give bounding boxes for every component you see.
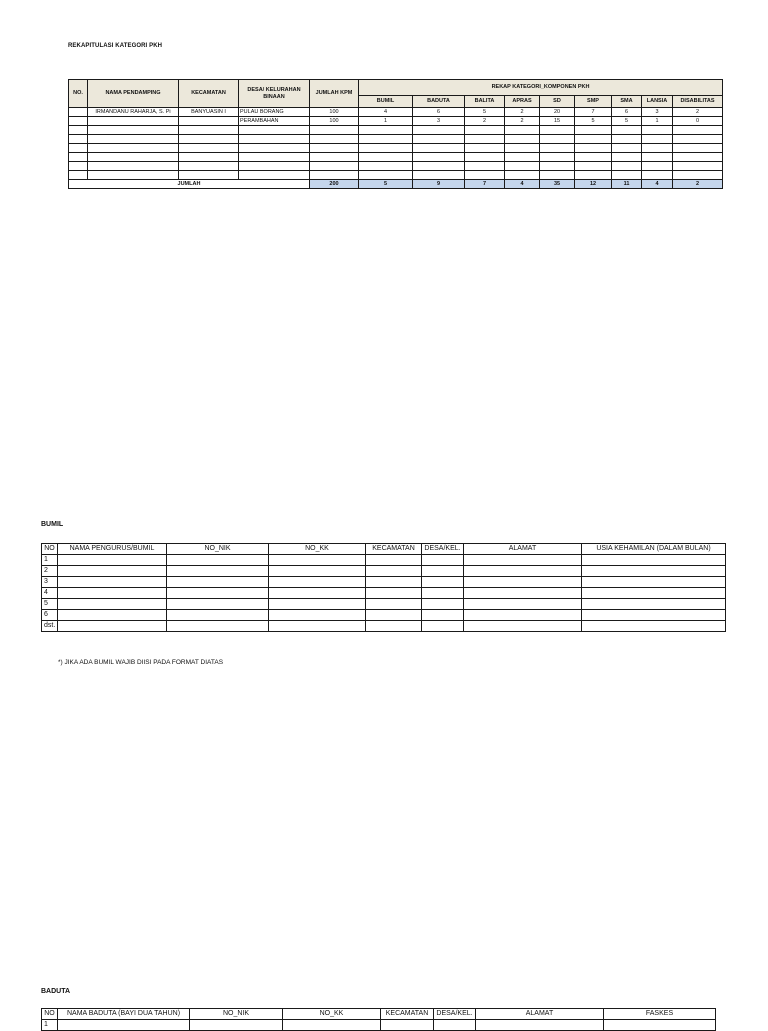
table-cell xyxy=(310,153,359,162)
table-cell xyxy=(58,621,167,632)
table-cell xyxy=(167,599,269,610)
bumil-col-header: NAMA PENGURUS/BUMIL xyxy=(58,544,167,555)
table-cell xyxy=(413,162,465,171)
table-cell xyxy=(88,126,179,135)
bumil-col-header: KECAMATAN xyxy=(366,544,422,555)
table-cell xyxy=(540,126,575,135)
table-cell xyxy=(505,153,540,162)
table-cell xyxy=(505,135,540,144)
total-cell: 4 xyxy=(642,180,673,189)
table-cell: 100 xyxy=(310,117,359,126)
table-cell xyxy=(359,126,413,135)
table-cell xyxy=(612,126,642,135)
table-row xyxy=(69,144,723,153)
table-cell xyxy=(179,162,239,171)
table-row xyxy=(42,1020,716,1031)
table-cell xyxy=(69,117,88,126)
table-cell xyxy=(366,577,422,588)
table-row xyxy=(69,117,723,126)
total-cell: 9 xyxy=(413,180,465,189)
table-row xyxy=(42,588,726,599)
table-cell xyxy=(190,1020,283,1031)
table-cell xyxy=(88,162,179,171)
table-cell: 20 xyxy=(540,108,575,117)
col-header-nama: NAMA PENDAMPING xyxy=(88,80,179,108)
table-cell xyxy=(540,162,575,171)
table-cell xyxy=(422,588,464,599)
col-header-balita: BALITA xyxy=(465,96,505,108)
col-header-smp: SMP xyxy=(575,96,612,108)
table-cell: 5 xyxy=(575,117,612,126)
table-cell: 0 xyxy=(673,117,723,126)
table-cell xyxy=(239,126,310,135)
table-cell xyxy=(269,599,366,610)
table-cell xyxy=(413,153,465,162)
baduta-table xyxy=(41,1008,716,1031)
table-cell xyxy=(359,171,413,180)
table-cell xyxy=(422,599,464,610)
table-cell xyxy=(69,135,88,144)
table-cell: 1 xyxy=(642,117,673,126)
bumil-col-header: ALAMAT xyxy=(464,544,582,555)
table-cell xyxy=(366,599,422,610)
table-row xyxy=(42,621,726,632)
table-cell xyxy=(642,153,673,162)
table-cell xyxy=(239,162,310,171)
total-cell: 11 xyxy=(612,180,642,189)
table-cell xyxy=(582,610,726,621)
col-header-apras: APRAS xyxy=(505,96,540,108)
table-cell xyxy=(310,126,359,135)
table-cell xyxy=(366,566,422,577)
table-cell xyxy=(673,153,723,162)
table-cell xyxy=(464,577,582,588)
table-cell xyxy=(88,171,179,180)
table-cell xyxy=(58,610,167,621)
table-cell xyxy=(359,135,413,144)
table-cell xyxy=(422,610,464,621)
total-cell: 35 xyxy=(540,180,575,189)
table-cell xyxy=(167,555,269,566)
table-cell xyxy=(88,153,179,162)
table-row xyxy=(69,153,723,162)
table-cell xyxy=(642,144,673,153)
table-cell xyxy=(167,588,269,599)
table-cell xyxy=(642,171,673,180)
table-cell xyxy=(575,135,612,144)
table-cell xyxy=(604,1020,716,1031)
table-cell xyxy=(58,555,167,566)
table-cell xyxy=(673,144,723,153)
bumil-col-header: NO_NIK xyxy=(167,544,269,555)
bumil-label: BUMIL xyxy=(41,521,64,528)
table-row xyxy=(42,566,726,577)
table-cell xyxy=(505,171,540,180)
bumil-col-header: USIA KEHAMILAN (DALAM BULAN) xyxy=(582,544,726,555)
table-cell xyxy=(582,599,726,610)
table-cell xyxy=(310,171,359,180)
table-cell xyxy=(239,135,310,144)
col-header-sd: SD xyxy=(540,96,575,108)
table-cell xyxy=(413,126,465,135)
table-cell xyxy=(673,162,723,171)
bumil-col-header: DESA/KEL. xyxy=(422,544,464,555)
table-cell: 5 xyxy=(612,117,642,126)
table-cell xyxy=(239,153,310,162)
row-number: 3 xyxy=(42,577,58,588)
table-cell xyxy=(179,144,239,153)
table-row xyxy=(69,162,723,171)
baduta-col-header: FASKES xyxy=(604,1009,716,1020)
table-cell xyxy=(575,162,612,171)
col-header-lansia: LANSIA xyxy=(642,96,673,108)
table-cell xyxy=(582,621,726,632)
table-cell xyxy=(464,599,582,610)
table-cell xyxy=(413,171,465,180)
rekap-title: REKAPITULASI KATEGORI PKH xyxy=(68,43,163,49)
row-number: dst. xyxy=(42,621,58,632)
table-cell: IRMANDANU RAHARJA, S. Pi xyxy=(88,108,179,117)
table-cell xyxy=(422,621,464,632)
table-cell xyxy=(359,162,413,171)
table-cell xyxy=(269,566,366,577)
table-cell xyxy=(88,117,179,126)
baduta-label: BADUTA xyxy=(41,988,71,995)
row-number: 5 xyxy=(42,599,58,610)
table-cell: 6 xyxy=(413,108,465,117)
table-cell xyxy=(612,135,642,144)
row-number: 1 xyxy=(42,555,58,566)
table-cell xyxy=(366,621,422,632)
table-cell xyxy=(465,171,505,180)
table-row xyxy=(69,108,723,117)
total-label: JUMLAH xyxy=(69,180,310,189)
table-row xyxy=(69,135,723,144)
table-cell xyxy=(58,577,167,588)
table-cell xyxy=(179,126,239,135)
table-cell xyxy=(642,162,673,171)
table-cell: PERAMBAHAN xyxy=(239,117,310,126)
bumil-col-header: NO_KK xyxy=(269,544,366,555)
table-row xyxy=(42,555,726,566)
table-cell xyxy=(575,153,612,162)
total-cell: 2 xyxy=(673,180,723,189)
table-cell xyxy=(366,588,422,599)
table-cell: 3 xyxy=(642,108,673,117)
total-cell: 12 xyxy=(575,180,612,189)
table-cell xyxy=(642,126,673,135)
table-cell: 2 xyxy=(505,117,540,126)
table-cell: 6 xyxy=(612,108,642,117)
table-cell xyxy=(413,135,465,144)
table-cell xyxy=(642,135,673,144)
table-cell xyxy=(464,610,582,621)
col-header-kecamatan: KECAMATAN xyxy=(179,80,239,108)
table-cell: 4 xyxy=(359,108,413,117)
table-cell xyxy=(465,126,505,135)
table-cell xyxy=(465,144,505,153)
table-cell xyxy=(381,1020,434,1031)
table-cell xyxy=(69,126,88,135)
table-cell xyxy=(179,171,239,180)
table-cell xyxy=(310,162,359,171)
rekap-table xyxy=(68,79,723,189)
table-cell xyxy=(179,153,239,162)
table-cell xyxy=(269,577,366,588)
table-cell xyxy=(540,144,575,153)
table-cell xyxy=(612,171,642,180)
total-cell: 4 xyxy=(505,180,540,189)
table-cell xyxy=(366,555,422,566)
table-cell xyxy=(673,135,723,144)
table-row xyxy=(69,171,723,180)
col-header-bumil: BUMIL xyxy=(359,96,413,108)
col-header-desa: DESA/ KELURAHAN BINAAN xyxy=(239,80,310,108)
table-cell xyxy=(58,566,167,577)
table-cell xyxy=(505,126,540,135)
table-cell xyxy=(69,162,88,171)
table-cell xyxy=(167,621,269,632)
table-cell xyxy=(269,555,366,566)
table-cell xyxy=(167,577,269,588)
table-cell xyxy=(464,588,582,599)
col-header-jumlah: JUMLAH KPM xyxy=(310,80,359,108)
table-cell xyxy=(283,1020,381,1031)
table-cell: 2 xyxy=(505,108,540,117)
table-cell: 7 xyxy=(575,108,612,117)
table-cell xyxy=(582,566,726,577)
table-cell: 5 xyxy=(465,108,505,117)
row-number: 2 xyxy=(42,566,58,577)
table-cell xyxy=(269,588,366,599)
table-cell xyxy=(58,1020,190,1031)
baduta-col-header: NO_KK xyxy=(283,1009,381,1020)
baduta-col-header: KECAMATAN xyxy=(381,1009,434,1020)
table-cell xyxy=(465,153,505,162)
table-row xyxy=(42,577,726,588)
table-cell xyxy=(465,135,505,144)
table-cell xyxy=(582,588,726,599)
table-cell: BANYUASIN I xyxy=(179,108,239,117)
table-cell xyxy=(69,153,88,162)
col-header-disabilitas: DISABILITAS xyxy=(673,96,723,108)
table-cell xyxy=(540,135,575,144)
table-cell xyxy=(476,1020,604,1031)
table-cell xyxy=(359,144,413,153)
row-number: 6 xyxy=(42,610,58,621)
table-cell xyxy=(69,171,88,180)
table-cell xyxy=(422,555,464,566)
bumil-col-header: NO xyxy=(42,544,58,555)
table-cell xyxy=(167,566,269,577)
bumil-note: *) JIKA ADA BUMIL WAJIB DIISI PADA FORMAT DIATAS xyxy=(58,659,224,666)
table-cell xyxy=(167,610,269,621)
baduta-col-header: DESA/KEL. xyxy=(434,1009,476,1020)
table-cell xyxy=(575,171,612,180)
row-number: 1 xyxy=(42,1020,58,1031)
table-cell xyxy=(575,144,612,153)
baduta-col-header: ALAMAT xyxy=(476,1009,604,1020)
baduta-col-header: NO_NIK xyxy=(190,1009,283,1020)
table-cell xyxy=(239,171,310,180)
table-cell xyxy=(239,144,310,153)
table-cell xyxy=(58,588,167,599)
table-cell xyxy=(69,108,88,117)
table-cell xyxy=(69,144,88,153)
table-cell: PULAU BORANG xyxy=(239,108,310,117)
table-cell: 1 xyxy=(359,117,413,126)
table-cell xyxy=(58,599,167,610)
table-cell xyxy=(422,566,464,577)
bumil-table xyxy=(41,543,726,632)
table-cell xyxy=(269,610,366,621)
table-cell xyxy=(269,621,366,632)
table-cell xyxy=(612,153,642,162)
table-cell xyxy=(179,117,239,126)
table-cell xyxy=(575,126,612,135)
table-cell xyxy=(434,1020,476,1031)
table-cell xyxy=(179,135,239,144)
table-cell xyxy=(540,153,575,162)
table-cell xyxy=(582,555,726,566)
table-cell xyxy=(366,610,422,621)
table-cell xyxy=(359,153,413,162)
col-header-sma: SMA xyxy=(612,96,642,108)
table-row xyxy=(42,610,726,621)
table-cell: 3 xyxy=(413,117,465,126)
total-cell: 5 xyxy=(359,180,413,189)
table-cell xyxy=(88,135,179,144)
table-cell xyxy=(464,566,582,577)
table-cell xyxy=(464,555,582,566)
table-cell xyxy=(540,171,575,180)
table-cell xyxy=(422,577,464,588)
row-number: 4 xyxy=(42,588,58,599)
table-row xyxy=(69,126,723,135)
total-cell: 7 xyxy=(465,180,505,189)
table-cell xyxy=(505,162,540,171)
table-cell xyxy=(464,621,582,632)
col-header-no: NO. xyxy=(69,80,88,108)
table-cell xyxy=(612,144,642,153)
table-cell xyxy=(88,144,179,153)
table-cell xyxy=(310,135,359,144)
table-cell xyxy=(465,162,505,171)
table-cell: 15 xyxy=(540,117,575,126)
table-cell xyxy=(612,162,642,171)
col-header-baduta: BADUTA xyxy=(413,96,465,108)
table-row xyxy=(42,599,726,610)
total-cell: 200 xyxy=(310,180,359,189)
baduta-col-header: NO xyxy=(42,1009,58,1020)
table-cell xyxy=(673,171,723,180)
baduta-col-header: NAMA BADUTA (BAYI DUA TAHUN) xyxy=(58,1009,190,1020)
col-header-group: REKAP KATEGORI_KOMPONEN PKH xyxy=(359,80,723,96)
total-row xyxy=(69,180,723,189)
table-cell xyxy=(582,577,726,588)
table-cell: 100 xyxy=(310,108,359,117)
table-cell: 2 xyxy=(465,117,505,126)
table-cell xyxy=(310,144,359,153)
table-cell xyxy=(673,126,723,135)
table-cell xyxy=(505,144,540,153)
table-cell xyxy=(413,144,465,153)
table-cell: 2 xyxy=(673,108,723,117)
